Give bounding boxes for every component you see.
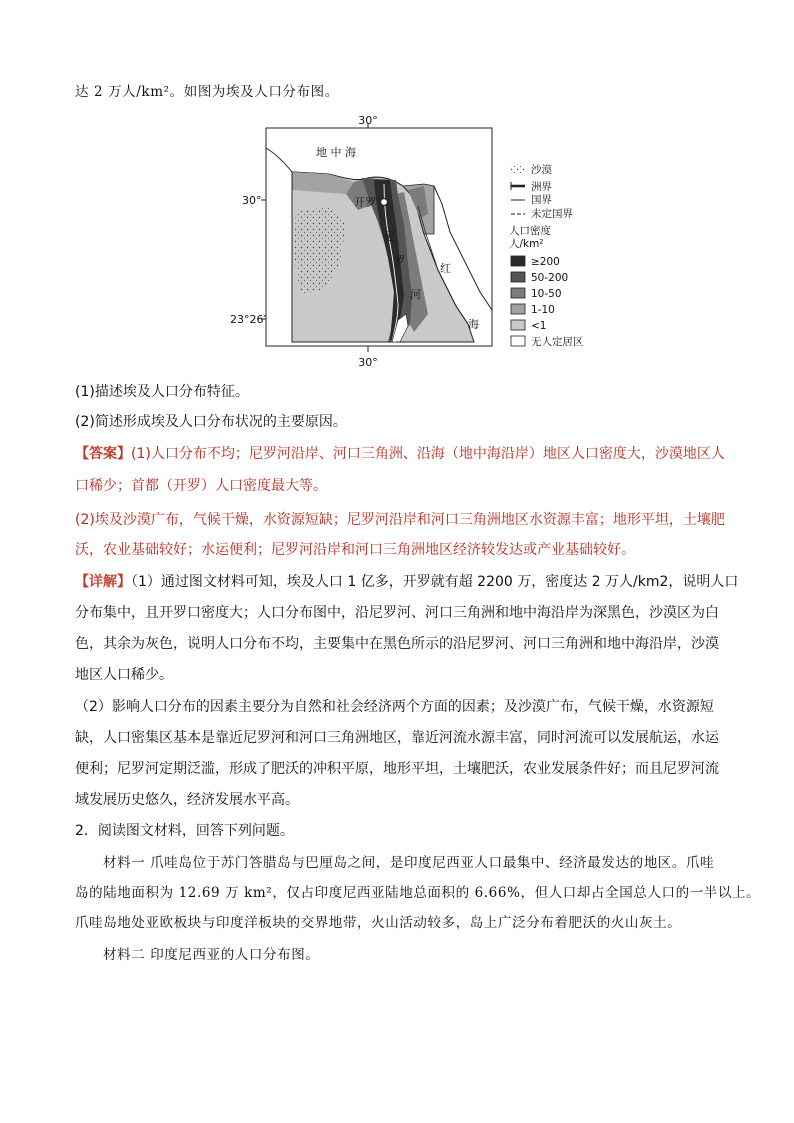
cairo-marker [381,199,388,206]
cairo-label: 开罗 [354,196,376,209]
svg-text:30°: 30° [242,194,262,207]
mediterranean-label: 地 中 海 [316,146,356,159]
legend-label-5: 无人定居区 [531,336,584,348]
svg-text:30°: 30° [358,114,378,127]
answer-line-1: 【答案】(1)人口分布不均；尼罗河沿岸、河口三角洲、沿海（地中海沿岸）地区人口密度大，沙漠地区人 [75,446,725,462]
intro-line: 达 2 万人/km²。如图为埃及人口分布图。 [75,84,339,100]
svg-text:未定国界: 未定国界 [531,208,573,220]
svg-text:30°: 30° [358,356,378,369]
legend-swatch-2 [511,288,525,298]
material-2-line: 材料二 印度尼西亚的人口分布图。 [103,947,320,963]
legend-swatch-3 [511,304,525,314]
svg-text:沙漠: 沙漠 [531,164,552,176]
detail-line-4: 地区人口稀少。 [75,667,173,683]
svg-text:河: 河 [410,288,421,301]
svg-text:国界: 国界 [531,194,552,206]
legend-swatch-1 [511,272,525,282]
material-1-line-2: 岛的陆地面积为 12.69 万 km²，仅占印度尼西亚陆地总面积的 6.66%，但人口却占全国总人口的一半以上。 [75,885,761,901]
svg-text:罗: 罗 [394,254,405,267]
detail-line-3: 色，其余为灰色，说明人口分布不均，主要集中在黑色所示的沿尼罗河、河口三角洲和地中海沿岸，沙漠 [75,636,719,652]
egypt-population-map [228,114,600,372]
legend-label-3: 1-10 [531,304,555,316]
svg-text:红: 红 [440,262,451,275]
detail-line-5: （2）影响人口分布的因素主要分为自然和社会经济两个方面的因素；及沙漠广布，气候干燥，水资源短 [75,699,714,715]
question-1: (1)描述埃及人口分布特征。 [75,384,249,400]
svg-text:人/km²: 人/km² [509,238,544,250]
svg-text:尼: 尼 [384,230,395,243]
legend-swatch-5 [511,336,525,346]
legend-label-2: 10-50 [531,288,562,300]
svg-text:海: 海 [468,318,479,331]
detail-tag: 【详解】 [75,574,131,590]
svg-text:洲界: 洲界 [531,181,552,193]
svg-text:23°26′: 23°26′ [230,313,266,326]
material-1-line-1: 材料一 爪哇岛位于苏门答腊岛与巴厘岛之间，是印度尼西亚人口最集中、经济最发达的地区。爪哇 [103,855,715,871]
legend-label-1: 50-200 [531,272,569,284]
answer-line-2: 口稀少；首都（开罗）人口密度最大等。 [75,478,327,494]
question-2-heading: 2．阅读图文材料，回答下列问题。 [75,823,294,839]
detail-line-2: 分布集中，且开罗口密度大；人口分布图中，沿尼罗河、河口三角洲和地中海沿岸为深黑色，沙漠区为白 [75,605,719,621]
detail-line-1: 【详解】（1）通过图文材料可知，埃及人口 1 亿多，开罗就有超 2200 万，密度达 2 万人/km2，说明人口 [75,574,739,590]
legend-swatch-4 [511,320,525,330]
density-legend-classes [511,256,584,348]
legend-swatch-0 [511,256,525,266]
answer-line-3: (2)埃及沙漠广布，气候干燥，水资源短缺；尼罗河沿岸和河口三角洲地区水资源丰富；地形平坦，土壤肥 [75,512,725,528]
legend-label-0: ≥200 [531,256,560,268]
legend-label-4: <1 [531,320,547,332]
answer-tag: 【答案】 [75,446,131,462]
material-1-line-3: 爪哇岛地处亚欧板块与印度洋板块的交界地带，火山活动较多，岛上广泛分布着肥沃的火山灰土。 [75,915,682,931]
svg-text:人口密度: 人口密度 [509,225,551,237]
detail-line-7: 便利；尼罗河定期泛滥，形成了肥沃的冲积平原，地形平坦，土壤肥沃，农业发展条件好；而且尼罗河流 [75,761,719,777]
question-2: (2)简述形成埃及人口分布状况的主要原因。 [75,414,347,430]
map-legend [509,163,573,250]
answer-line-4: 沃，农业基础较好；水运便利；尼罗河沿岸和河口三角洲地区经济较发达或产业基础较好。 [75,542,635,558]
detail-line-8: 域发展历史悠久，经济发展水平高。 [75,792,299,808]
detail-line-6: 缺，人口密集区基本是靠近尼罗河和河口三角洲地区，靠近河流水源丰富，同时河流可以发展航运，水运 [75,730,719,746]
